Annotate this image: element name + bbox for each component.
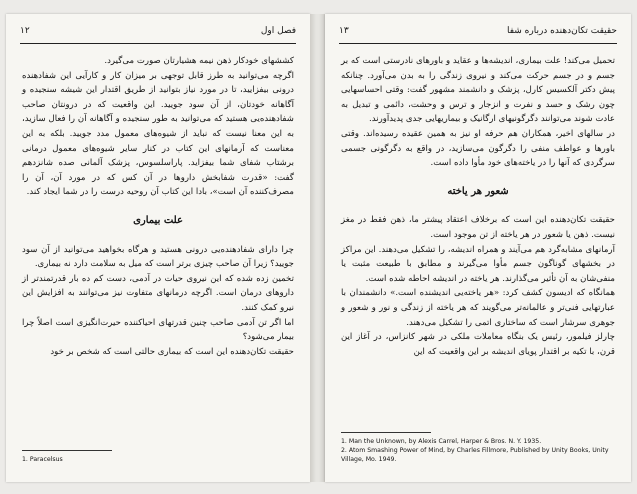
right-page-body: [341, 54, 615, 359]
right-header-rule: [339, 43, 617, 44]
paragraph: آرمانهای مشابه‌گرد هم می‌آیند و همراه اندیشه، را تشکیل می‌دهند. این مراکز در بخشهای گوناگون جسم مأوا می‌گیرند و مطابق با طبیعت مثبت یا منفی‌شان به آن تأثیر می‌گذارند. هر یاخته در اندیشه احاطه شده است.: [341, 244, 615, 284]
footnote-rule: [22, 450, 112, 451]
paragraph: حقیقت تکان‌دهنده این است که بیماری حالتی است که شخص بر خود: [50, 346, 294, 357]
paragraph: چرا دارای شفادهنده‌یی درونی هستید و هرگاه بخواهید می‌توانید از آن سود جویید؟ زیرا آن صاحب چیزی برتر است که میل به سلامت دارد نه بیماری.: [22, 244, 294, 270]
right-page-number: ۱۳: [339, 26, 349, 36]
left-header-rule: [20, 43, 296, 44]
paragraph: همانگاه که ادیسون کشف کرد: «هر یاخته‌یی اندیشنده است.» دانشمندان با عبارتهایی فنی‌تر و عالمانه‌تر می‌گویند که هر یاخته از زندگی و نور و شعور و جوهری سرشار است که ساختاری اتمی را تشکیل می‌دهند.: [341, 288, 615, 328]
left-page-number: ۱۲: [20, 26, 30, 36]
paragraph: تحمیل می‌کند! علت بیماری، اندیشه‌ها و عقاید و باورهای نادرستی است که بر جسم و در جسم حرکت می‌کند و نیروی زندگی را به بدن می‌آورد. چنانکه پیش دکتر آلکسیس کارل، پزشک و دانشمند مشهور گفت: وقتی احساسهایی چون رشک و حسد و نفرت و انزجار و ترس و وحشت، دائمی و تبدیل به عادت شوند می‌توانند دگرگونیهای ارگانیک و بیماریهایی جدی پدیدآورند.: [341, 56, 615, 125]
paragraph: حقیقت تکان‌دهنده این است که برخلاف اعتقاد پیشتر ما، ذهن فقط در مغز نیست. ذهن یا شعور در هر یاخته از تن موجود است.: [341, 215, 615, 240]
running-title: حقیقت تکان‌دهنده درباره شفا: [506, 26, 617, 36]
book-gutter: [310, 14, 325, 482]
left-footnotes: [22, 450, 294, 464]
section-heading: شعور هر یاخته: [447, 185, 509, 197]
paragraph: تخمین زده شده که این نیروی حیات در آدمی، دست کم ده بار قدرتمندتر از داروهای درمان است. اگرچه درمانهای متفاوت نیز می‌توانند به افزایش این نیرو کمک کنند.: [22, 273, 294, 313]
paragraph: اما اگر تن آدمی صاحب چنین قدرتهای احیاکننده حیرت‌انگیزی است اصلاً چرا بیمار می‌شود؟: [22, 317, 294, 343]
right-page-header: [339, 26, 617, 42]
paragraph: کششهای خودکار ذهن نیمه هشیارتان صورت می‌گیرد.: [104, 56, 294, 66]
left-page-header: [20, 26, 296, 42]
left-chapter-title: فصل اول: [260, 26, 296, 36]
footnote: 1. Paracelsus: [22, 456, 63, 463]
paragraph: در سالهای اخیر، همکاران هم حرفه او نیز به همین عقیده رسیده‌اند. وقتی باورها و عواطف منفی را دگرگون می‌سازید، در واقع به دگرگونی جسمی سرگردی که آنها را در یاخته‌های خود مأوا داده است.: [341, 128, 615, 169]
right-page: [325, 14, 631, 482]
paragraph: اگرچه می‌توانید به طرز قابل توجهی بر میزان کار و کارآیی این شفادهنده درونی بیفزایید، تا در مورد نیاز بتوانید از طریق اقتدار این شیشه سنجیده و آگاهانه خودتان، از آن سود جویید. این واقعیت که در درونتان صاحب شفادهنده‌یی هستید که می‌توانید به طور سنجیده و آگاهانه آن را فعال سازید، به این معنا نیست که نباید از شیوه‌های معمول مدد جویید. بلکه به این معناست که آرمانهای این کتاب در کنار سایر شیوه‌های معمول درمانی برشتاب شفای شما بیفزاید. پاراسلسوس، پزشک آلمانی صده شانزدهم گفت: «قدرت شفابخش داروها در آن کس که در مورد آن، آن را مصرف‌کننده آن است»، بادا این کتاب آن روحیه درست را در شما ایجاد کند.: [22, 70, 294, 198]
footnote: 2. Atom Smashing Power of Mind, by Charles Fillmore, Published by Unity Books, Unity Village, Mo. 1949.: [341, 447, 609, 463]
left-page: [6, 14, 310, 482]
footnote-rule: [341, 432, 431, 433]
paragraph: چارلز فیلمور، رئیس یک بنگاه معاملات ملکی در شهر کانزاس، در آغاز این قرن، با تکیه بر اقتدار پویای اندیشه بر این واقعیت که این: [341, 332, 615, 357]
left-page-body: [22, 54, 294, 359]
footnote: 1. Man the Unknown, by Alexis Carrel, Harper & Bros. N. Y. 1935.: [341, 438, 542, 445]
right-footnotes: [341, 432, 615, 464]
section-heading: علت بیماری: [133, 214, 183, 226]
